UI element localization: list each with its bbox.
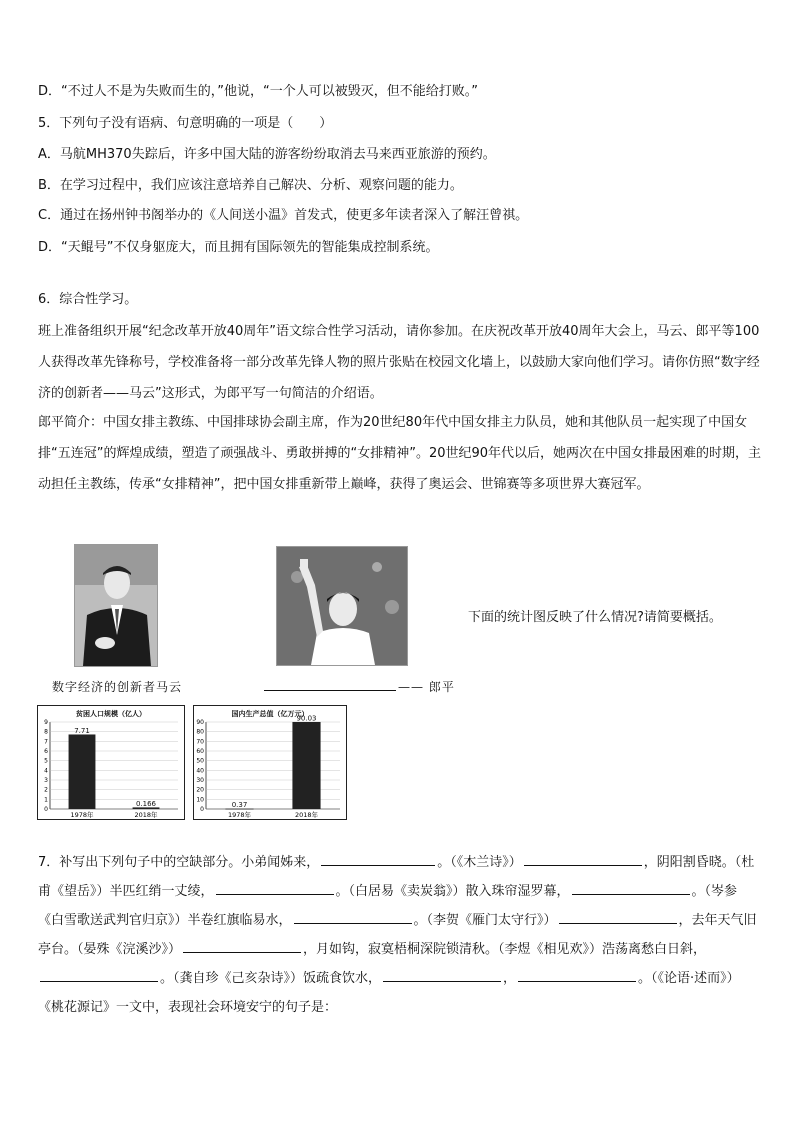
data-label: 0.166 xyxy=(135,799,157,808)
person-thumbs-up-icon xyxy=(277,547,407,665)
q6-intro: 班上准备组织开展“纪念改革开放40周年”语文综合性学习活动，请你参加。在庆祝改革开放40周年大会上，马云、郎平等100人获得改革先锋称号，学校准备将一部分改革先锋人物的照片张贴在校园文化墙上，以鼓励大家向他们学习。请你仿照“数字经济的创新者——马云”这形式，为郎平写一句简洁的介绍语。 xyxy=(38,324,760,401)
q7-text-2: 。（《木兰诗》） xyxy=(437,855,522,870)
mayun-caption: 数字经济的创新者马云 xyxy=(52,680,183,694)
q7-text-7: ，去年天气旧亭台。（晏殊《浣溪沙》） xyxy=(38,913,757,957)
y-tick-label: 50 xyxy=(196,757,204,765)
person-portrait-icon xyxy=(75,545,157,666)
q7-text-11: 。（《论语·述而》）《桃花源记》一文中，表现社会环境安宁的句子是： xyxy=(38,971,740,1015)
gdp-chart xyxy=(193,705,347,820)
gdp-chart-plot xyxy=(194,706,346,819)
bar xyxy=(69,734,96,809)
q5-option-b[interactable]: B．在学习过程中，我们应该注意培养自己解决、分析、观察问题的能力。 xyxy=(38,178,463,193)
x-tick-label: 2018年 xyxy=(134,811,158,819)
y-tick-label: 70 xyxy=(196,738,204,746)
q7-text-3: ，阴阳割昏晓。（杜甫《望岳》）半匹红绡一丈绫， xyxy=(38,855,755,899)
q7-blank-1[interactable] xyxy=(321,851,435,866)
q7-text-1: 7．补写出下列句子中的空缺部分。小弟闻姊来， xyxy=(38,855,320,870)
bar xyxy=(292,722,320,809)
x-tick-label: 1978年 xyxy=(227,811,252,819)
q7-blank-6[interactable] xyxy=(559,909,677,924)
y-tick-label: 1 xyxy=(44,796,48,804)
q7-blank-3[interactable] xyxy=(216,880,334,895)
q7-block xyxy=(38,848,758,1022)
chart-question: 下面的统计图反映了什么情况?请简要概括。 xyxy=(468,610,722,625)
y-tick-label: 0 xyxy=(44,806,48,813)
y-tick-label: 8 xyxy=(44,728,48,736)
y-tick-label: 30 xyxy=(196,777,204,784)
q7-text-8: ，月如钩，寂寞梧桐深院锁清秋。（李煜《相见欢》）浩荡离愁白日斜， xyxy=(303,942,707,957)
q7-blank-4[interactable] xyxy=(572,880,690,895)
langping-photo xyxy=(276,546,408,666)
q7-blank-7[interactable] xyxy=(183,938,301,953)
langping-caption: —— 郎平 xyxy=(398,680,455,694)
y-tick-label: 90 xyxy=(196,719,204,726)
y-tick-label: 7 xyxy=(44,738,48,746)
langping-intro-blank[interactable] xyxy=(264,676,396,691)
q7-blank-9[interactable] xyxy=(383,967,501,982)
q7-blank-5[interactable] xyxy=(294,909,412,924)
y-tick-label: 60 xyxy=(196,748,204,755)
q7-blank-8[interactable] xyxy=(40,967,158,982)
y-tick-label: 6 xyxy=(44,748,48,755)
q7-text-4: 。（白居易《卖炭翁》）散入珠帘湿罗幕， xyxy=(335,884,570,899)
x-tick-label: 2018年 xyxy=(294,811,319,819)
y-tick-label: 3 xyxy=(44,777,48,784)
y-tick-label: 20 xyxy=(196,786,204,794)
q5-option-a[interactable]: A．马航MH370失踪后，许多中国大陆的游客纷纷取消去马来西亚旅游的预约。 xyxy=(38,147,496,162)
q6-stem: 6．综合性学习。 xyxy=(38,292,138,307)
data-label: 0.37 xyxy=(231,801,248,810)
q7-blank-10[interactable] xyxy=(518,967,636,982)
y-tick-label: 5 xyxy=(44,757,48,765)
q7-text-10: ， xyxy=(503,971,517,986)
q7-text-5: 。（岑参《白雪歌送武判官归京》）半卷红旗临易水， xyxy=(38,884,738,928)
poverty-chart-plot xyxy=(38,706,184,819)
x-tick-label: 1978年 xyxy=(70,811,94,819)
y-tick-label: 9 xyxy=(44,719,48,726)
data-label: 7.71 xyxy=(74,726,90,735)
data-label: 90.03 xyxy=(296,714,317,723)
y-tick-label: 80 xyxy=(196,728,204,736)
q5-stem: 5．下列句子没有语病、句意明确的一项是（ ） xyxy=(38,116,333,131)
q5-option-c[interactable]: C．通过在扬州钟书阁举办的《人间送小温》首发式，使更多年读者深入了解汪曾祺。 xyxy=(38,208,529,223)
y-tick-label: 0 xyxy=(200,806,204,813)
y-tick-label: 4 xyxy=(44,767,48,775)
y-tick-label: 10 xyxy=(196,796,204,804)
mayun-photo xyxy=(74,544,158,667)
poverty-chart xyxy=(37,705,185,820)
y-tick-label: 2 xyxy=(44,786,48,794)
q4-option-d: D．“不过人不是为失败而生的，”他说，“一个人可以被毁灭，但不能给打败。” xyxy=(38,84,478,99)
q7-text-9: 。（龚自珍《己亥杂诗》）饭疏食饮水， xyxy=(160,971,382,986)
gdp-chart-title: 国内生产总值（亿万元） xyxy=(231,710,309,718)
poverty-chart-title: 贫困人口规模（亿人） xyxy=(76,710,146,718)
q6-bio: 郎平简介：中国女排主教练、中国排球协会副主席，作为20世纪80年代中国女排主力队员，她和其他队员一起实现了中国女排“五连冠”的辉煌成绩，塑造了顽强战斗、勇敢拼搏的“女排精神”。20世纪90年代以后，她两次在中国女排最困难的时期，主动担任主教练，传承“女排精神”，把中国女排重新带上巅峰，获得了奥运会、世锦赛等多项世界大赛冠军。 xyxy=(38,415,762,492)
q5-option-d[interactable]: D．“天鲲号”不仅身躯庞大，而且拥有国际领先的智能集成控制系统。 xyxy=(38,240,439,255)
q7-blank-2[interactable] xyxy=(524,851,642,866)
y-tick-label: 40 xyxy=(196,767,204,775)
q7-text-6: 。（李贺《雁门太守行》） xyxy=(413,913,557,928)
